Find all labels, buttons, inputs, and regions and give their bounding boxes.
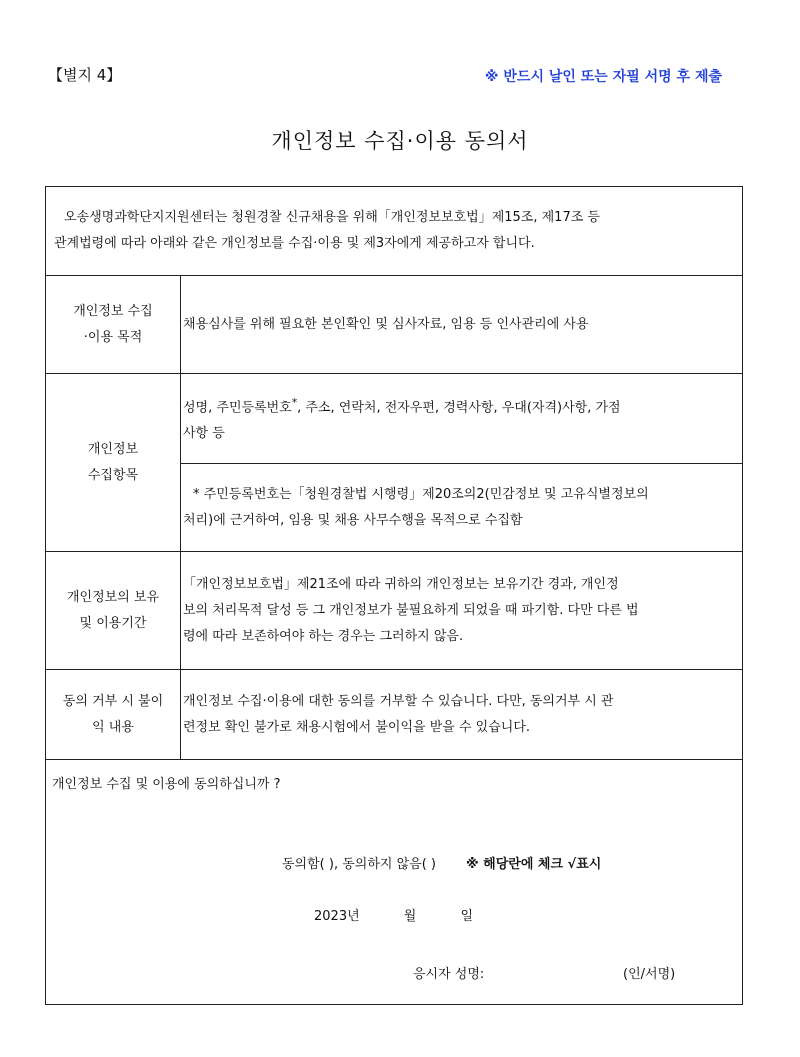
purpose-content: 채용심사를 위해 필요한 본인확인 및 심사자료, 임용 등 인사관리에 사용 — [181, 276, 743, 374]
items-content-line-1 — [183, 390, 742, 421]
retention-label-line-2: 및 이용기간 — [79, 615, 147, 631]
date-month: 월 — [403, 909, 417, 924]
refusal-label — [46, 670, 181, 760]
items-footnote-line-1: * 주민등록번호는「청원경찰법 시행령」제20조의2(민감정보 및 고유식별정보의 — [193, 486, 649, 502]
purpose-label-line-2: ·이용 목적 — [83, 329, 143, 345]
purpose-row — [46, 276, 743, 374]
check-instruction: ※ 해당란에 체크 √표시 — [465, 857, 602, 872]
retention-label-line-1: 개인정보의 보유 — [66, 589, 160, 605]
purpose-label — [46, 276, 181, 374]
consent-cell — [46, 760, 743, 1005]
retention-content — [181, 552, 743, 670]
refusal-label-line-2: 익 내용 — [92, 719, 134, 735]
date-day: 일 — [460, 909, 474, 924]
consent-form-table — [45, 186, 743, 1005]
consent-question: 개인정보 수집 및 이용에 동의하십니까 ? — [52, 777, 281, 792]
items-label-line-1: 개인정보 — [87, 441, 139, 457]
purpose-label-line-1: 개인정보 수집 — [73, 303, 153, 319]
retention-line-1: 「개인정보보호법」제21조에 따라 귀하의 개인정보는 보유기간 경과, 개인정 — [183, 576, 619, 592]
submission-notice: ※ 반드시 날인 또는 자필 서명 후 제출 — [484, 69, 722, 85]
items-footnote-line-2: 처리)에 근거하여, 임용 및 채용 사무수행을 목적으로 수집함 — [183, 512, 523, 528]
consent-options[interactable] — [282, 852, 601, 878]
refusal-row — [46, 670, 743, 760]
refusal-line-2: 련정보 확인 불가로 채용시험에서 불이익을 받을 수 있습니다. — [183, 719, 531, 735]
retention-label — [46, 552, 181, 670]
items-label — [46, 374, 181, 552]
refusal-content — [181, 670, 743, 760]
items-row-1 — [46, 374, 743, 464]
intro-row — [46, 187, 743, 276]
date-year: 2023년 — [314, 909, 360, 924]
items-text-b: , 주소, 연락처, 전자우편, 경력사항, 우대(자격)사항, 가점 — [297, 400, 621, 416]
date-line[interactable] — [314, 904, 473, 930]
items-content — [181, 374, 743, 464]
annex-label: 【별지 4】 — [48, 66, 122, 84]
items-content-line-2: 사항 등 — [183, 426, 225, 442]
consent-row — [46, 760, 743, 1005]
items-label-line-2: 수집항목 — [87, 467, 139, 483]
retention-row — [46, 552, 743, 670]
intro-line-2: 관계법령에 따라 아래와 같은 개인정보를 수집·이용 및 제3자에게 제공하고자 합니다. — [54, 236, 535, 251]
retention-line-3: 령에 따라 보존하여야 하는 경우는 그러하지 않음. — [183, 628, 464, 644]
intro-cell — [46, 187, 743, 276]
document-title: 개인정보 수집·이용 동의서 — [271, 129, 529, 153]
items-footnote — [181, 464, 743, 552]
asterisk-mark: * — [291, 395, 298, 409]
items-text-a: 성명, 주민등록번호 — [183, 400, 292, 416]
consent-checkboxes[interactable]: 동의함( ), 동의하지 않음( ) — [282, 857, 436, 872]
intro-line-1: 오송생명과학단지지원센터는 청원경찰 신규채용을 위해「개인정보보호법」제15조, 제17조 등 — [64, 210, 600, 225]
refusal-line-1: 개인정보 수집·이용에 대한 동의를 거부할 수 있습니다. 다만, 동의거부 시 관 — [183, 693, 614, 709]
retention-line-2: 보의 처리목적 달성 등 그 개인정보가 불필요하게 되었을 때 파기함. 다만 다른 법 — [183, 602, 639, 618]
seal-signature-field[interactable]: (인/서명) — [623, 967, 676, 982]
applicant-name-label: 응시자 성명: — [413, 967, 485, 982]
refusal-label-line-1: 동의 거부 시 불이 — [62, 693, 164, 709]
